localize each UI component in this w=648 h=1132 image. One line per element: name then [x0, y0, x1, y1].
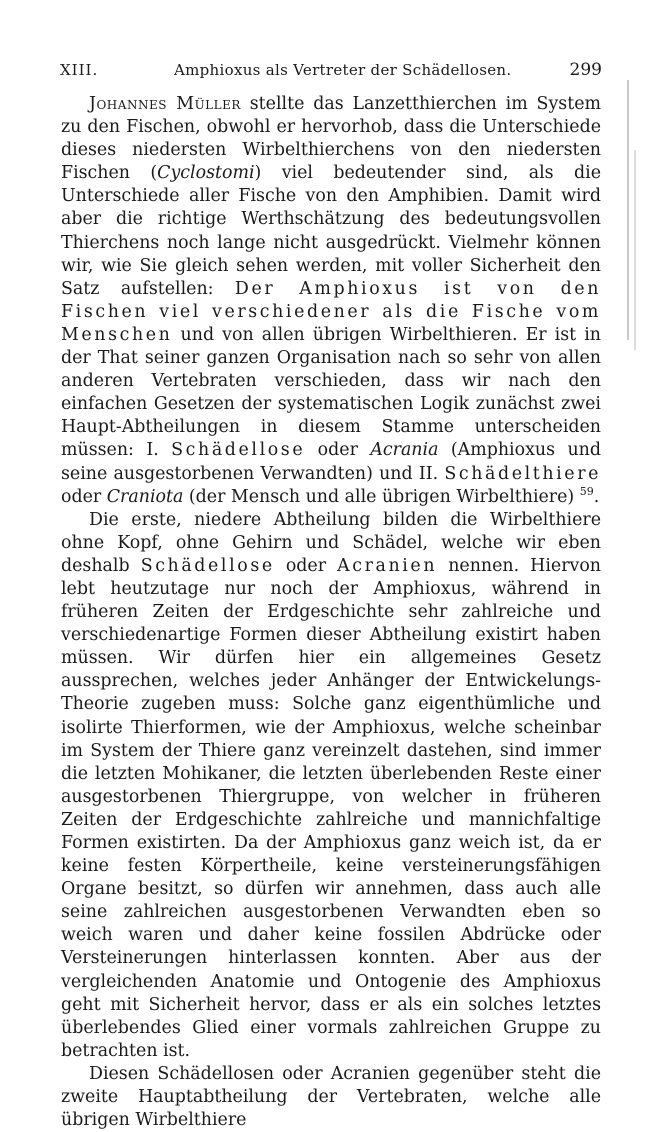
text-run: ) viel bedeutender sind, als die Unterschiede aller Fische von den Amphibien. Damit wird aber die richtige Werthschätzung des bedeutungsvollen Thierchens noch lange nicht ausgedrückt. Vielmehr können wir, wie Sie gleich sehen werden, mit voller Sicherheit den Satz aufstellen: — [61, 163, 601, 299]
paragraph-3 — [61, 1063, 601, 1132]
spaced-emphasis: Acranien — [337, 555, 438, 576]
italic-term: Craniota — [106, 486, 184, 507]
margin-scan-mark — [627, 80, 629, 340]
text-run: oder — [61, 486, 107, 507]
paragraph-2 — [61, 509, 601, 1063]
text-run: stellte das Lanzetthierchen im System zu den Fischen, obwohl er hervorhob, dass die Unterschiede dieses niedersten Wirbelthierchens von den niedersten Fischen ( — [61, 94, 601, 184]
text-run: und von allen übrigen Wirbelthieren. Er ist in der That seiner ganzen Organisation nach so sehr von allen anderen Vertebraten verschieden, dass wir nach den einfachen Gesetzen der systematischen Logik zunächst zwei Haupt-Abtheilungen in diesem Stamme unterscheiden müssen: I. — [61, 324, 601, 461]
running-header — [60, 59, 602, 81]
footnote-reference: 59 — [579, 484, 594, 498]
text-run: nennen. Hiervon lebt heutzutage nur noch der Amphioxus, während in früheren Zeiten der Erdgeschichte sehr zahlreiche und verschiedenartige Formen dieser Abtheilung existirt haben müssen. Wir dürfen hier ein allgemeines Gesetz aussprechen, welches jeder Anhänger der Entwickelungs-Theorie zugeben muss: Solche ganz eigenthümliche und isolirte Thierformen, wie der Amphioxus, welche scheinbar im System der Thiere ganz vereinzelt dastehen, sind immer die letzten Mohikaner, die letzten überlebenden Reste einer ausgestorbenen Thiergruppe, von welcher in früheren Zeiten der Erdgeschichte zahlreiche und mannichfaltige Formen existirten. Da der Amphioxus ganz weich ist, da er keine festen Körpertheile, keine versteinerungsfähigen Organe besitzt, so dürfen wir annehmen, dass auch alle seine zahlreichen ausgestorbenen Verwandten eben so weich waren und daher keine fossilen Abdrücke oder Versteinerungen hinterlassen konnten. Aber aus der vergleichenden Anatomie und Ontogenie des Amphioxus geht mit Sicherheit hervor, dass er als ein solches letztes überlebendes Glied einer vormals zahlreichen Gruppe zu betrachten ist. — [61, 555, 602, 1061]
text-run: . — [593, 486, 600, 507]
text-run: oder — [305, 440, 371, 461]
body-text — [61, 93, 601, 1132]
spaced-emphasis: Schädelthiere — [444, 463, 601, 484]
page-number: 299 — [569, 60, 602, 80]
author-name: Johannes Müller — [89, 94, 241, 114]
spaced-emphasis: Schädellose — [171, 440, 306, 461]
text-run: Die erste, niedere Abtheilung bilden die Wirbelthiere ohne Kopf, ohne Gehirn und Schädel, welche wir eben deshalb — [61, 509, 601, 576]
text-run: (der Mensch und alle übrigen Wirbelthiere) — [183, 486, 580, 507]
text-run: oder — [274, 555, 338, 576]
italic-term: Cyclostomi — [157, 163, 255, 184]
paragraph-1 — [61, 93, 601, 509]
text-run: Diesen Schädellosen oder Acranien gegenüber steht die zweite Hauptabtheilung der Vertebraten, welche alle übrigen Wirbelthiere — [61, 1063, 601, 1131]
text-run: (Amphioxus und seine ausgestorbenen Verwandten) und II. — [61, 440, 601, 484]
running-title: Amphioxus als Vertreter der Schädellosen. — [174, 61, 512, 79]
spaced-emphasis: Der Amphioxus ist von den Fischen viel verschiedener als die Fische vom Menschen — [61, 278, 601, 345]
margin-scan-mark — [634, 150, 636, 350]
chapter-number: XIII. — [60, 61, 99, 79]
spaced-emphasis: Schädellose — [140, 555, 275, 576]
italic-term: Acrania — [370, 440, 439, 461]
